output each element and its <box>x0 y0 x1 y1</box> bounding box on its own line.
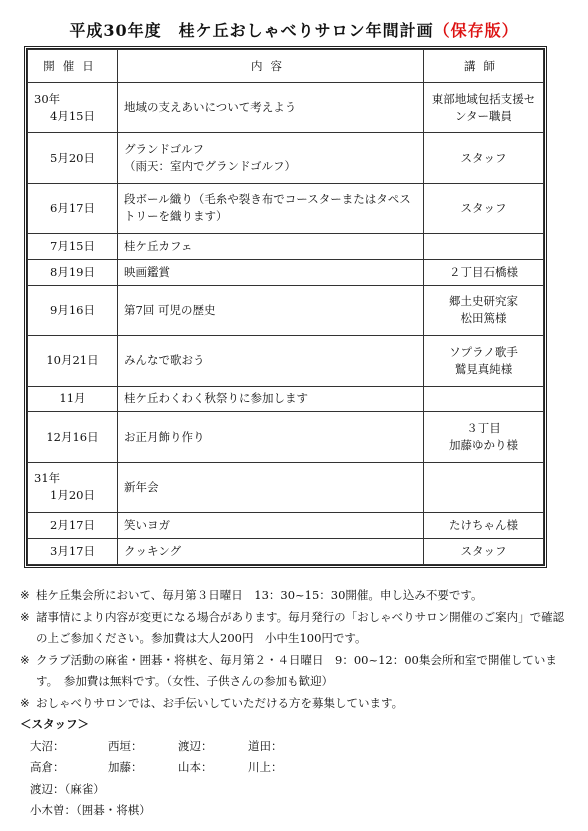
table-row <box>28 183 544 233</box>
staff-name: 小木曽：（囲碁・将棋） <box>30 803 151 817</box>
staff-header: ＜スタッフ＞ <box>20 717 89 731</box>
date-cell <box>28 133 118 183</box>
notes-section <box>20 585 565 822</box>
content-cell: 段ボール織り（毛糸や裂き布でコースターまたはタペストリーを織ります） <box>118 183 424 233</box>
instructor-cell <box>424 386 544 412</box>
table-row <box>28 259 544 285</box>
date-label: 12月16日 <box>46 429 99 444</box>
date-label: 4月15日 <box>50 108 95 123</box>
note-text: 諸事情により内容が変更になる場合があります。毎月発行の「おしゃべりサロン開催のご案内」で確認の上ご参加ください。参加費は大人200円 小中生100円です。 <box>36 609 565 645</box>
table-row <box>28 538 544 564</box>
staff-name: 道田： <box>248 738 283 753</box>
content-cell: グランドゴルフ （雨天：室内でグランドゴルフ） <box>118 133 424 183</box>
instructor-cell <box>424 234 544 260</box>
instructor-cell: スタッフ <box>424 133 544 183</box>
staff-list <box>20 736 565 822</box>
note-mark: ※ <box>20 588 30 602</box>
staff-name: 加藤： <box>108 760 143 774</box>
staff-name: 西垣： <box>108 738 143 753</box>
note-mark: ※ <box>20 652 30 667</box>
instructor-cell: 郷土史研究家 松田篤様 <box>424 285 544 335</box>
instructor-cell: ３丁目 加藤ゆかり様 <box>424 412 544 462</box>
date-label: 9月16日 <box>50 302 95 317</box>
content-cell: 映画鑑賞 <box>118 259 424 285</box>
date-cell <box>28 83 118 133</box>
table-row <box>28 234 544 260</box>
note-item <box>20 585 565 607</box>
date-label: 10月21日 <box>46 353 99 368</box>
table-row <box>28 336 544 386</box>
year-label: 31年 <box>34 471 61 486</box>
table-row <box>28 513 544 539</box>
content-cell: 新年会 <box>118 462 424 512</box>
content-cell: クッキング <box>118 538 424 564</box>
content-cell: みんなで歌おう <box>118 336 424 386</box>
header-content: 内容 <box>118 50 424 83</box>
date-label: 1月20日 <box>50 488 95 503</box>
note-item <box>20 607 565 650</box>
content-cell: 桂ケ丘わくわく秋祭りに参加します <box>118 386 424 412</box>
table-header-row <box>28 50 544 83</box>
note-item <box>20 650 565 693</box>
date-cell <box>28 259 118 285</box>
header-date: 開催日 <box>28 50 118 83</box>
date-label: 6月17日 <box>50 200 95 215</box>
header-instructor: 講師 <box>424 50 544 83</box>
instructor-cell <box>424 462 544 512</box>
instructor-cell: スタッフ <box>424 183 544 233</box>
date-label: 8月19日 <box>50 264 95 279</box>
date-cell <box>28 462 118 512</box>
content-cell: 笑いヨガ <box>118 513 424 539</box>
content-cell: 地域の支えあいについて考えよう <box>118 83 424 133</box>
date-cell <box>28 538 118 564</box>
date-cell <box>28 412 118 462</box>
date-label: 11月 <box>59 391 86 406</box>
schedule-table <box>24 46 547 568</box>
staff-name: 川上： <box>248 760 283 774</box>
date-label: 5月20日 <box>50 150 95 165</box>
note-text: 桂ケ丘集会所において、毎月第３日曜日 13：30~15：30開催。申し込み不要です。 <box>36 588 483 602</box>
instructor-cell: スタッフ <box>424 538 544 564</box>
year-label: 30年 <box>34 91 61 106</box>
page-title <box>0 18 588 41</box>
table-row <box>28 412 544 462</box>
instructor-cell: ソプラノ歌手 鷲見真純様 <box>424 336 544 386</box>
note-text: おしゃべりサロンでは、お手伝いしていただける方を募集しています。 <box>36 695 404 710</box>
staff-name: 大沼： <box>30 738 65 753</box>
staff-name: 渡辺： <box>178 738 213 753</box>
staff-name: 山本： <box>178 760 213 774</box>
content-cell: 第7回 可児の歴史 <box>118 285 424 335</box>
date-cell <box>28 183 118 233</box>
table-row <box>28 285 544 335</box>
instructor-cell: 東部地域包括支援センター職員 <box>424 83 544 133</box>
content-cell: お正月飾り作り <box>118 412 424 462</box>
date-cell <box>28 285 118 335</box>
date-cell <box>28 234 118 260</box>
content-cell: 桂ケ丘カフェ <box>118 234 424 260</box>
note-item <box>20 693 565 715</box>
table-row <box>28 133 544 183</box>
title-main: 平成30年度 桂ケ丘おしゃべりサロン年間計画 <box>69 21 434 40</box>
date-label: 2月17日 <box>50 518 95 533</box>
note-mark: ※ <box>20 609 30 624</box>
note-mark: ※ <box>20 695 30 710</box>
instructor-cell: ２丁目石橋様 <box>424 259 544 285</box>
date-cell <box>28 336 118 386</box>
date-label: 7月15日 <box>50 238 95 253</box>
staff-name: 高倉： <box>30 760 65 774</box>
table-row <box>28 83 544 133</box>
date-label: 3月17日 <box>50 543 95 558</box>
table-row <box>28 462 544 512</box>
date-cell <box>28 513 118 539</box>
note-text: クラブ活動の麻雀・囲碁・将棋を、毎月第２・４日曜日 9：00~12：00集会所和室で開催しています。 参加費は無料です。（女性、子供さんの参加も歓迎） <box>36 652 557 688</box>
staff-name: 渡辺：（麻雀） <box>30 781 105 796</box>
table-row <box>28 386 544 412</box>
date-cell <box>28 386 118 412</box>
title-tag: （保存版） <box>433 21 519 40</box>
instructor-cell: たけちゃん様 <box>424 513 544 539</box>
